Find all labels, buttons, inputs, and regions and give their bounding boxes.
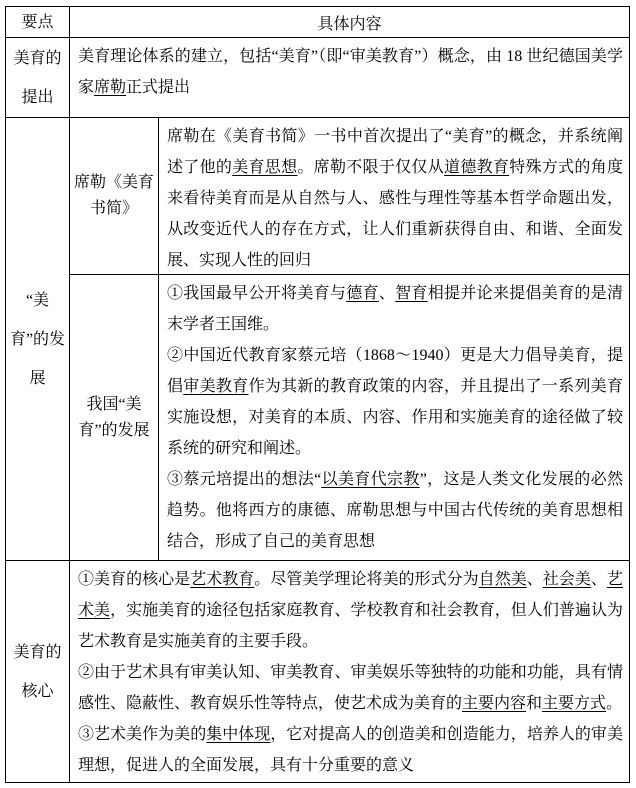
underlined-term: 审美教育 [183,378,249,395]
cell-core-content [70,561,629,782]
text-segment: ，它对提高人的创造美和创造能力，培养人的审美理想，促进人的全面发展，具有十分重要的意义 [78,726,623,774]
paragraph [78,657,623,719]
table-row-core [6,560,629,782]
text-segment: ，实施美育的途径包括家庭教育、学校教育和社会教育，但人们普遍认为艺术教育是实施美育的主要手段。 [78,602,623,650]
text-segment: 、 [590,571,607,588]
text-segment: 特殊方式的角度来看待美育而是从自然与人、感性与理性等基本哲学命题出发，从改变近代人的存在方式，让人们重新获得自由、和谐、全面发展、实现人性的回归 [167,159,623,269]
paragraph [78,719,623,781]
text-segment: 作为其新的教育政策的内容，并且提出了一系列美育实施设想，对美育的本质、内容、作用和实施美育的途径做了较系统的研究和阐述。 [167,378,623,457]
row-label-development: “美育”的发展 [6,118,70,560]
underlined-term: 道德教育 [444,159,510,176]
table-row-development [6,117,629,560]
underlined-term: 主要内容 [462,695,527,712]
text-segment: 和 [526,695,543,712]
text-segment: 、 [378,285,396,302]
row-label-proposal: 美育的提出 [6,38,70,117]
subrow-schiller [70,118,629,274]
paragraph [167,340,623,464]
development-subrows [70,118,629,560]
text-segment: ③蔡元培提出的想法“ [167,471,322,488]
text-segment: 。尽管美学理论将美的形式分为 [254,571,479,588]
table-row-proposal [6,37,629,117]
cell-proposal-content [70,38,629,117]
paragraph [78,41,623,103]
text-segment: ③艺术美作为美的 [78,726,207,743]
cell-china-content [159,275,629,560]
text-segment: ②由于艺术具有审美认知、审美教育、审美娱乐等独特的功能和功能，具有情感性、隐蔽性、教育娱乐性等特点，使艺术成为美育的 [78,664,623,712]
text-segment: 正式提出 [126,79,191,96]
paragraph [78,564,623,657]
underlined-term: 集中体现 [206,726,271,743]
underlined-term: 席勒 [94,79,127,96]
underlined-term: 艺术教育 [190,571,255,588]
subrow-china [70,274,629,560]
text-segment: 相提并论来提倡美育的是清末学者王国维。 [167,285,623,333]
subrow-label-schiller: 席勒《美育书简》 [70,118,159,274]
text-segment: ②中国近代教育家蔡元培（1868～1940）更是大力倡导美育，提倡 [167,347,623,395]
cell-schiller-content [159,118,629,274]
text-segment: ①我国最早公开将美育与 [167,285,347,302]
text-segment: 。席勒不限于仅仅从 [297,159,445,176]
header-cell-content: 具体内容 [317,15,382,33]
underlined-term: 德育 [346,285,379,302]
underlined-term: 美育思想 [232,159,298,176]
text-segment: 席勒在《美育书简》一书中首次提出了“美育”的概念，并系统阐述了他的 [167,128,623,176]
paragraph [167,121,623,276]
underlined-term: 智育 [395,285,428,302]
table-header-row [6,7,629,37]
subrow-label-china: 我国“美育”的发展 [70,275,159,560]
aesthetic-education-table [5,6,630,783]
row-label-core: 美育的核心 [6,561,70,782]
header-cell-keypoint: 要点 [6,7,70,37]
paragraph [167,464,623,557]
underlined-term: 自然美 [478,571,527,588]
text-segment: 。 [606,695,623,712]
underlined-term: 艺术美 [78,571,623,619]
underlined-term: 社会美 [542,571,591,588]
paragraph [167,278,623,340]
text-segment: 美育理论体系的建立，包括“美育”（即“审美教育”）概念，由 18 世纪德国美学家 [78,48,623,96]
text-segment: ①美育的核心是 [78,571,191,588]
underlined-term: 主要方式 [542,695,607,712]
text-segment: 、 [526,571,543,588]
underlined-term: 以美育代宗教 [321,471,420,488]
text-segment: ”，这是人类文化发展的必然趋势。他将西方的康德、席勒思想与中国古代传统的美育思想相结合，形成了自己的美育思想 [167,471,623,550]
